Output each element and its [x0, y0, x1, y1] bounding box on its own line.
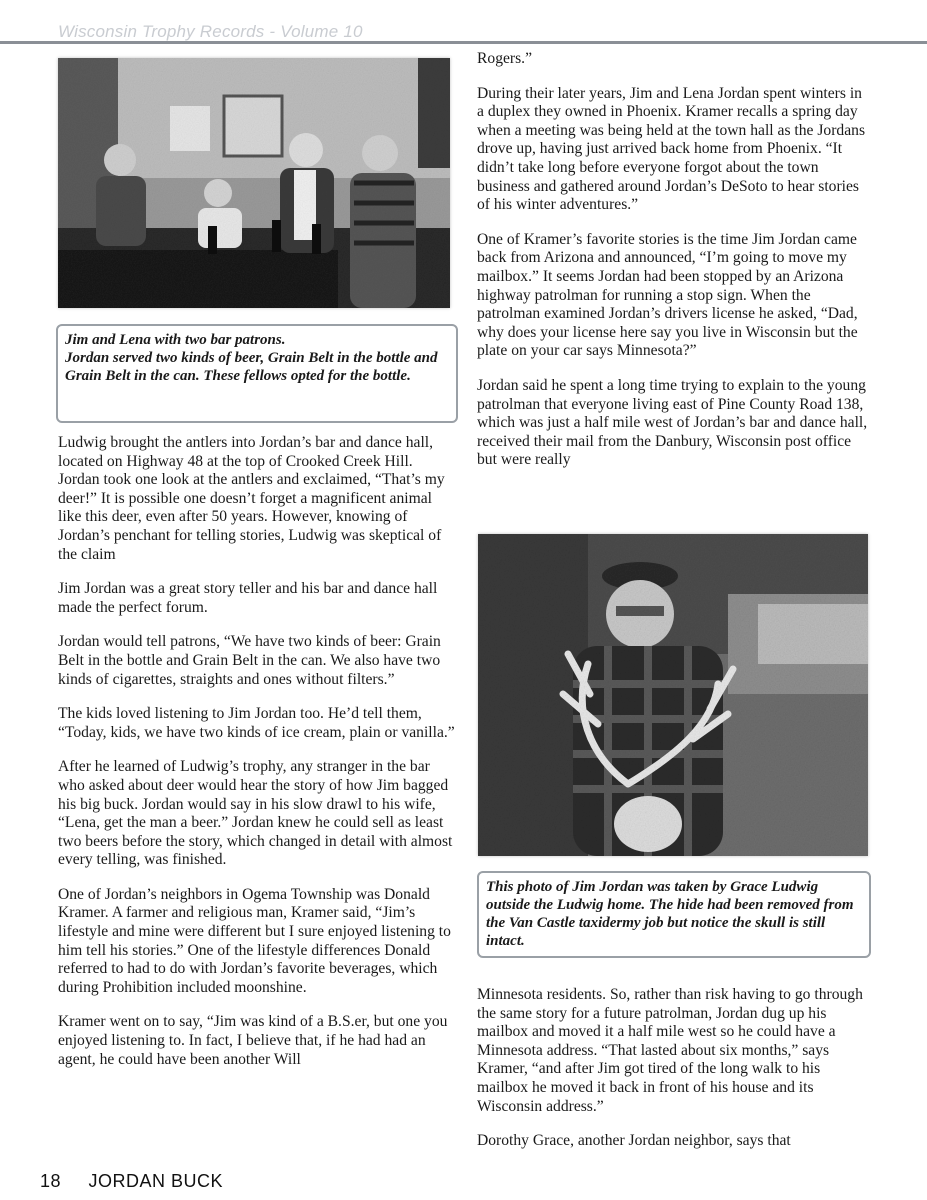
photo-bar-patrons	[58, 58, 450, 308]
page-number: 18	[40, 1171, 62, 1191]
caption-jordan-text: This photo of Jim Jordan was taken by Grace Ludwig outside the Ludwig home. The hide had been removed from the Van Castle taxidermy job but notice the skull is still intact.	[486, 879, 854, 949]
caption-bar-line-1: Jim and Lena with two bar patrons.	[65, 332, 286, 348]
paragraph: Minnesota residents. So, rather than risk having to go through the same story for a future patrolman, Jordan dug up his mailbox and moved it a half mile west so he could have a Minnesota address. “That lasted about six months,” says Kramer, “and after Jim got tired of the long walk to his mailbox he moved it back in front of his house and its Wisconsin address.”	[477, 986, 863, 1115]
caption-bar-photo	[56, 324, 458, 423]
article-right-column-bottom	[477, 986, 869, 1167]
caption-jordan-photo	[477, 871, 871, 958]
page-footer	[40, 1171, 223, 1192]
header-rule	[0, 41, 927, 44]
paragraph: Jim Jordan was a great story teller and his bar and dance hall made the perfect forum.	[58, 580, 438, 616]
paragraph: After he learned of Ludwig’s trophy, any stranger in the bar who asked about deer would hear the story of how Jim bagged his big buck. Jordan would say in his slow drawl to his wife, “Lena, get the man a beer.” Jordan knew he could sell as least two beers before the story, which changed in detail with almost every telling, was finished.	[58, 758, 453, 869]
paragraph: One of Kramer’s favorite stories is the time Jim Jordan came back from Arizona and announced, “I’m going to move my mailbox.” It seems Jordan had been stopped by an Arizona highway patrolman for running a stop sign. When the patrolman examined Jordan’s drivers license he asked, “Dad, why does your license here say you live in Wisconsin but the plate on your car says Minnesota?”	[477, 230, 858, 360]
paragraph: The kids loved listening to Jim Jordan too. He’d tell them, “Today, kids, we have two kinds of ice cream, plain or vanilla.”	[58, 705, 455, 741]
paragraph: Jordan said he spent a long time trying to explain to the young patrolman that everyone living east of Pine County Road 138, which was just a half mile west of Jordan’s bar and dance hall, received their mail from the Danbury, Wisconsin post office but were really	[477, 376, 868, 469]
paragraph: One of Jordan’s neighbors in Ogema Township was Donald Kramer. A farmer and religious man, Kramer said, “Jim’s lifestyle and mine were different but I sure enjoyed listening to him tell his stories.” One of the lifestyle differences Donald referred to had to do with Jordan’s favorite beverages, which during Prohibition included moonshine.	[58, 885, 451, 996]
article-left-column	[58, 434, 458, 1085]
paragraph: Dorothy Grace, another Jordan neighbor, says that	[477, 1132, 791, 1150]
photo-jim-jordan-antlers	[478, 534, 868, 856]
paragraph: During their later years, Jim and Lena Jordan spent winters in a duplex they owned in Phoenix. Kramer recalls a spring day when a meeting was being held at the town hall as the Jordans drove up, having just arrived back home from Phoenix. “It didn’t take long before everyone forgot about the town business and gathered around Jordan’s DeSoto to hear stories of his winter adventures.”	[477, 84, 866, 214]
running-header: Wisconsin Trophy Records - Volume 10	[58, 22, 363, 41]
section-title: JORDAN BUCK	[88, 1171, 224, 1191]
paragraph: Jordan would tell patrons, “We have two kinds of beer: Grain Belt in the bottle and Grain Belt in the can. We also have two kinds of cigarettes, straights and ones without filters.”	[58, 633, 441, 688]
caption-bar-line-2: Jordan served two kinds of beer, Grain Belt in the bottle and Grain Belt in the can. These fellows opted for the bottle.	[65, 350, 438, 384]
paragraph: Ludwig brought the antlers into Jordan’s bar and dance hall, located on Highway 48 at the top of Crooked Creek Hill. Jordan took one look at the antlers and exclaimed, “That’s my deer!” It is possible one doesn’t forget a magnificent animal like this deer, even after 50 years. However, knowing of Jordan’s penchant for telling stories, Ludwig was skeptical of the claim	[58, 434, 445, 563]
article-right-column-top	[477, 50, 869, 486]
paragraph: Rogers.”	[477, 50, 532, 67]
paragraph: Kramer went on to say, “Jim was kind of a B.S.er, but one you enjoyed listening to. In fact, I believe that, if he had had an agent, he could have been another Will	[58, 1013, 448, 1068]
